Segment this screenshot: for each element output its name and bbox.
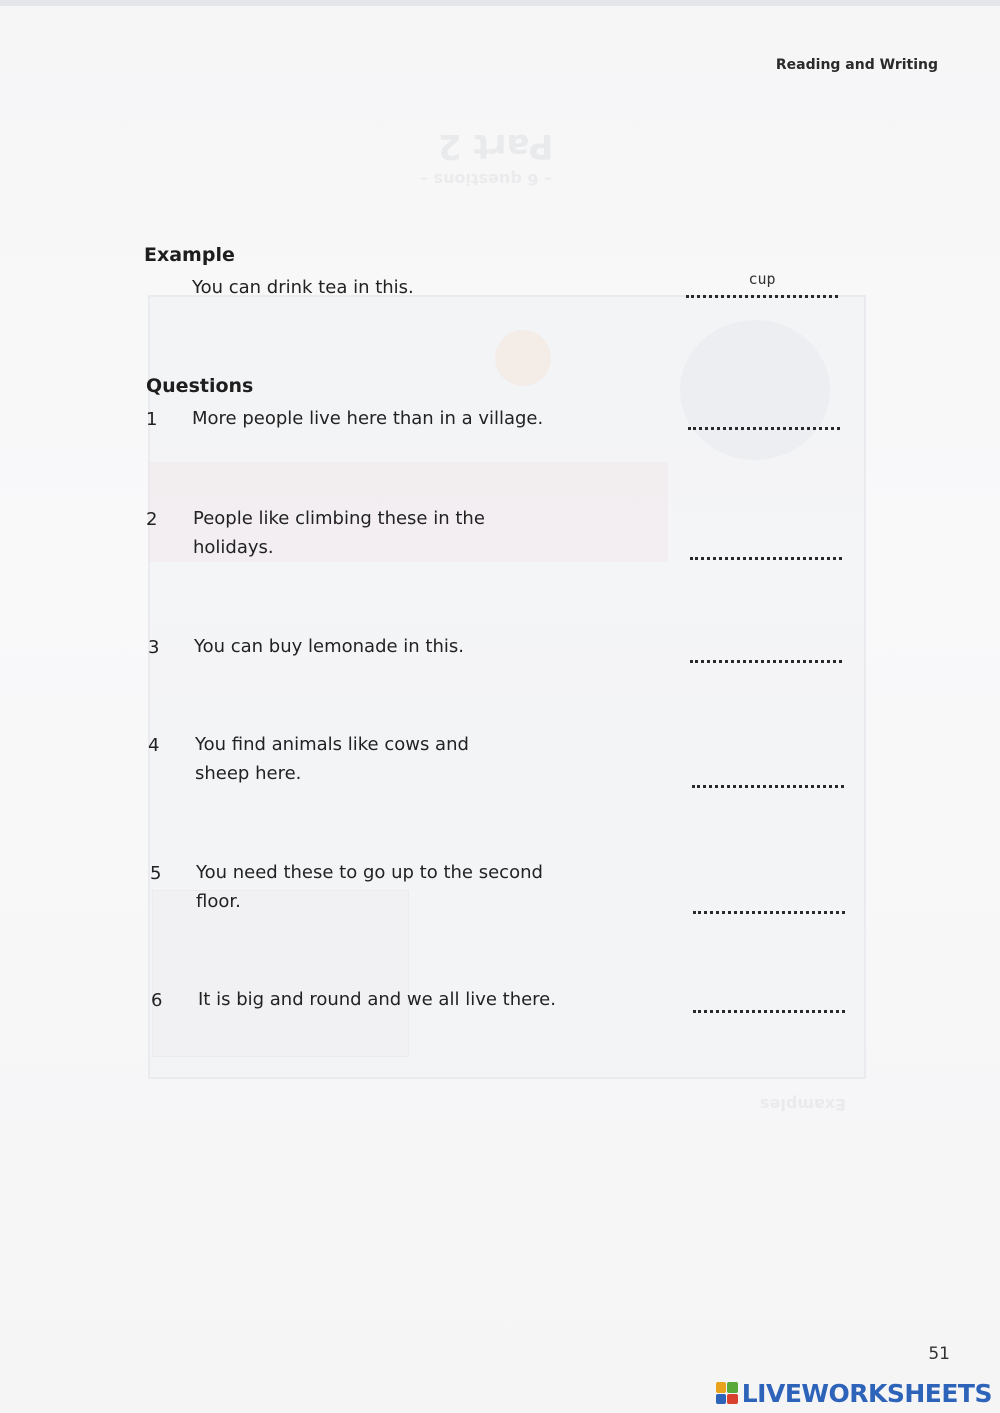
questions-heading: Questions: [146, 375, 254, 397]
answer-line-6[interactable]: [693, 993, 845, 1013]
question-number: 5: [150, 863, 162, 884]
question-number: 4: [148, 735, 160, 756]
question-number: 6: [151, 990, 163, 1011]
example-heading: Example: [144, 244, 235, 266]
brand-name: LIVEWORKSHEETS: [741, 1378, 992, 1408]
brand-watermark: [716, 1379, 992, 1407]
question-text: People like climbing these in the holidays.: [193, 508, 485, 558]
question-text: More people live here than in a village.: [192, 408, 544, 429]
ghost-sun: [495, 330, 551, 386]
question-number: 3: [148, 637, 160, 658]
ghost-part-subtitle: – 6 questions –: [420, 170, 553, 189]
question-text: You can buy lemonade in this.: [194, 636, 464, 657]
brand-logo-icon: [716, 1382, 738, 1404]
answer-line-1[interactable]: [688, 410, 840, 430]
ghost-part-title: Part 2: [438, 126, 554, 166]
ghost-tree: [680, 320, 830, 460]
page-number: 51: [928, 1344, 950, 1364]
question-number: 1: [146, 409, 158, 430]
question-number: 2: [146, 509, 158, 530]
answer-line-5[interactable]: [693, 894, 845, 914]
example-answer-line: [686, 278, 838, 298]
question-text: You need these to go up to the second floor.: [196, 862, 543, 912]
answer-line-4[interactable]: [692, 768, 844, 788]
section-label: Reading and Writing: [775, 57, 938, 73]
example-answer: cup: [748, 270, 776, 288]
question-text: It is big and round and we all live there.: [198, 989, 556, 1010]
answer-line-2[interactable]: [690, 540, 842, 560]
scan-edge: [0, 0, 1000, 6]
example-text: You can drink tea in this.: [192, 277, 414, 298]
ghost-examples-heading: Examples: [760, 1095, 847, 1114]
question-text: You find animals like cows and sheep here.: [195, 734, 469, 784]
answer-line-3[interactable]: [690, 643, 842, 663]
